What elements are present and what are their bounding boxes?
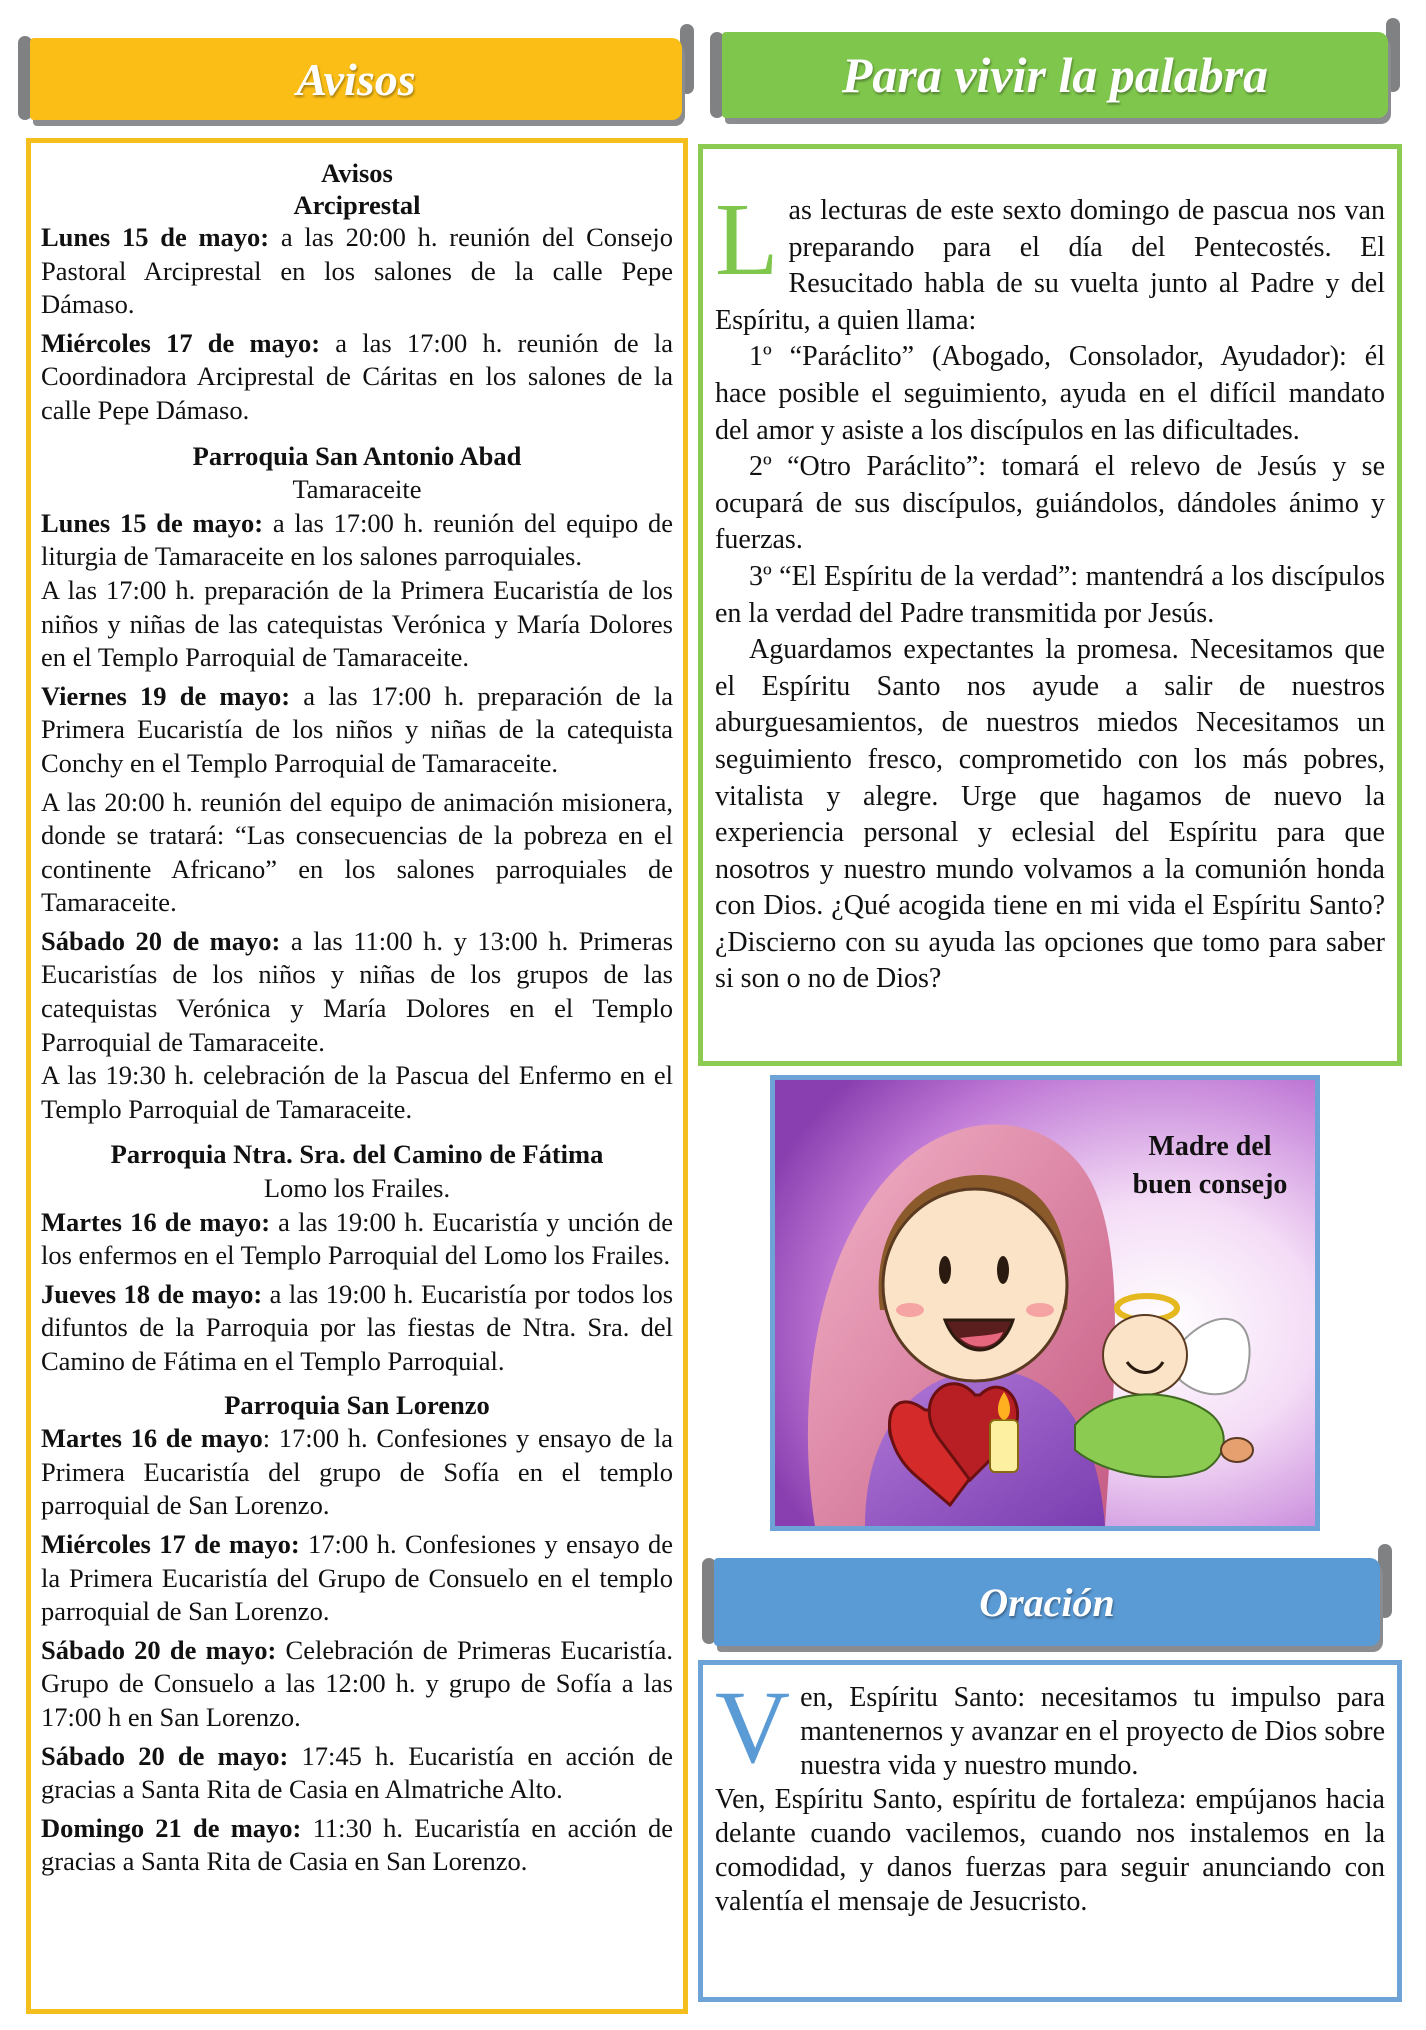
illustration-caption [1115, 1128, 1305, 1204]
aviso-text: a las 19:00 h. Eucaristía por todos los difuntos de la Parroquia por las fiestas de Ntra. Sra. del Camino de Fátima en el Templo Parroquial. [41, 1278, 674, 1376]
oracion-paragraph: en, Espíritu Santo: necesitamos tu impulso para mantenernos y avanzar en el proyecto de Dios sobre nuestra vida y nuestro mundo. [800, 1682, 1385, 1781]
banner-roll-right [1378, 1544, 1392, 1618]
oracion-banner-title: Oración [979, 1579, 1115, 1625]
aviso-date: Martes 16 de mayo: [41, 1206, 271, 1237]
oracion-content [715, 1670, 1385, 1919]
aviso-date: Viernes 19 de mayo: [41, 680, 291, 711]
aviso-entry [41, 1278, 673, 1379]
drop-cap-l: L [715, 182, 779, 297]
aviso-text: a las 20:00 h. reunión del Consejo Pastoral Arciprestal en los salones de la calle Pepe Dámaso. [41, 222, 673, 320]
aviso-entry [41, 1422, 673, 1523]
palabra-paragraph: 2º “Otro Paráclito”: tomará el relevo de Jesús y se ocupará de sus discípulos, guiándolos, dándoles ánimo y fuerzas. [715, 451, 1385, 556]
angel-head [1103, 1315, 1187, 1395]
aviso-text: a las 17:00 h. reunión de la Coordinadora Arciprestal de Cáritas en los salones de la calle Pepe Dámaso. [41, 327, 673, 425]
parish-place: Lomo los Frailes. [263, 1173, 451, 1204]
avisos-banner-face [30, 38, 682, 120]
angel-body [1075, 1394, 1224, 1477]
madre-buen-consejo-illustration [770, 1075, 1320, 1531]
aviso-date: Domingo 21 de mayo: [41, 1812, 302, 1843]
aviso-date: Lunes 15 de mayo: [41, 507, 264, 538]
aviso-entry: A las 17:00 h. preparación de la Primera Eucaristía de los niños y niñas de las catequistas Verónica y María Dolores en el Templo Parroquial de Tamaraceite. [41, 574, 673, 673]
aviso-date: Miércoles 17 de mayo: [41, 327, 321, 358]
aviso-entry [41, 1634, 673, 1735]
aviso-entry [41, 1206, 673, 1273]
avisos-box [26, 138, 688, 2014]
avisos-content [41, 157, 673, 1879]
parish-title-fatima: Parroquia Ntra. Sra. del Camino de Fátima [110, 1139, 604, 1170]
drop-cap-v: V [715, 1670, 791, 1785]
aviso-text: a las 17:00 h. preparación de la Primera Eucaristía de los niños y niñas de la catequista Conchy en el Templo Parroquial de Tamaraceite. [41, 680, 673, 778]
aviso-entry: A las 19:30 h. celebración de la Pascua del Enfermo en el Templo Parroquial de Tamaraceite. [41, 1060, 673, 1124]
angel-foot [1221, 1438, 1253, 1462]
palabra-box [698, 144, 1402, 1066]
banner-roll-right [680, 24, 694, 94]
aviso-date: Miércoles 17 de mayo: [41, 1528, 300, 1559]
aviso-date: Sábado 20 de mayo: [41, 1740, 289, 1771]
aviso-entry [41, 1812, 673, 1879]
aviso-entry [41, 507, 673, 574]
palabra-paragraph: 1º “Paráclito” (Abogado, Consolador, Ayudador): él hace posible el seguimiento, ayuda en el difícil mandato del amor y asiste a los discípulos en las dificultades. [715, 341, 1385, 446]
aviso-entry [41, 327, 673, 428]
aviso-text: 17:00 h. Confesiones y ensayo de la Primera Eucaristía del Grupo de Consuelo en el templo parroquial de San Lorenzo. [41, 1528, 673, 1627]
eye-right [997, 1256, 1009, 1284]
aviso-text: a las 11:00 h. y 13:00 h. Primeras Eucaristías de los niños y niñas de los grupos de las catequistas Verónica y María Dolores en el Templo Parroquial de Tamaraceite. [41, 925, 674, 1057]
aviso-entry [41, 925, 673, 1059]
parish-place: Tamaraceite [292, 474, 422, 505]
aviso-text: Celebración de Primeras Eucaristía. Grupo de Consuelo a las 12:00 h. y grupo de Sofía a las 17:00 h en San Lorenzo. [41, 1634, 673, 1732]
face-shape [883, 1189, 1067, 1381]
palabra-banner-face [722, 32, 1388, 118]
palabra-content [715, 182, 1385, 998]
eye-left [939, 1256, 951, 1284]
aviso-date: Jueves 18 de mayo: [41, 1278, 263, 1309]
arciprestal-heading: Arciprestal [293, 190, 421, 220]
avisos-heading: Avisos [321, 158, 393, 188]
parish-title-san-antonio: Parroquia San Antonio Abad [192, 440, 522, 471]
aviso-entry [41, 1740, 673, 1807]
aviso-text: 11:30 h. Eucaristía en acción de gracias a Santa Rita de Casia en San Lorenzo. [41, 1812, 674, 1877]
aviso-text: 17:45 h. Eucaristía en acción de gracias a Santa Rita de Casia en Almatriche Alto. [41, 1740, 673, 1805]
caption-line-1: Madre del [1148, 1131, 1272, 1162]
avisos-banner [18, 24, 694, 130]
aviso-text: a las 17:00 h. reunión del equipo de liturgia de Tamaraceite en los salones parroquiales. [41, 507, 673, 572]
oracion-banner-face [714, 1558, 1380, 1646]
candle [990, 1420, 1018, 1472]
aviso-entry: A las 20:00 h. reunión del equipo de animación misionera, donde se tratará: “Las consecuencias de la pobreza en el continente Africano” en los salones parroquiales de Tamaraceite. [41, 786, 673, 918]
parish-title-san-lorenzo: Parroquia San Lorenzo [224, 1389, 490, 1420]
palabra-paragraph: 3º “El Espíritu de la verdad”: mantendrá a los discípulos en la verdad del Padre transmitida por Jesús. [715, 560, 1385, 629]
oracion-paragraph: Ven, Espíritu Santo, espíritu de fortaleza: empújanos hacia delante cuando vacilemos, cuando nos instalemos en la comodidad, y danos fuerzas para seguir anunciando con valentía el mensaje de Jesucristo. [715, 1784, 1385, 1917]
palabra-paragraph: as lecturas de este sexto domingo de pascua nos van preparando para el día del Pentecostés. El Resucitado habla de su vuelta junto al Padre y del Espíritu, a quien llama: [715, 195, 1385, 336]
aviso-date: Sábado 20 de mayo: [41, 1634, 277, 1665]
aviso-entry [41, 221, 673, 322]
oracion-box [698, 1660, 1402, 2002]
cheek-right [1026, 1303, 1054, 1317]
aviso-text: a las 19:00 h. Eucaristía y unción de los enfermos en el Templo Parroquial del Lomo los Frailes. [41, 1206, 673, 1271]
aviso-date: Lunes 15 de mayo: [41, 222, 270, 252]
palabra-banner-title: Para vivir la palabra [841, 47, 1269, 103]
oracion-banner [702, 1544, 1392, 1656]
cheek-left [896, 1303, 924, 1317]
aviso-date: Sábado 20 de mayo: [41, 925, 281, 956]
aviso-entry [41, 1528, 673, 1629]
banner-roll-right [1386, 18, 1400, 92]
caption-line-2: buen consejo [1132, 1169, 1288, 1200]
palabra-banner [710, 18, 1400, 128]
avisos-banner-title: Avisos [296, 53, 416, 105]
aviso-entry [41, 680, 673, 781]
aviso-date: Martes 16 de mayo [41, 1423, 263, 1454]
aviso-text: : 17:00 h. Confesiones y ensayo de la Primera Eucaristía del grupo de Sofía en el templo parroquial de San Lorenzo. [41, 1423, 673, 1521]
palabra-paragraph: Aguardamos expectantes la promesa. Necesitamos que el Espíritu Santo nos ayude a salir de nuestros aburguesamientos, de nuestros miedos Necesitamos un seguimiento fresco, comprometido con los más pobres, vitalista y alegre. Urge que hagamos de nuevo la experiencia personal y eclesial del Espíritu para que nosotros y nuestro mundo volvamos a la comunión honda con Dios. ¿Qué acogida tiene en mi vida el Espíritu Santo? ¿Discierno con su ayuda las opciones que tomo para saber si son o no de Dios? [715, 634, 1385, 995]
